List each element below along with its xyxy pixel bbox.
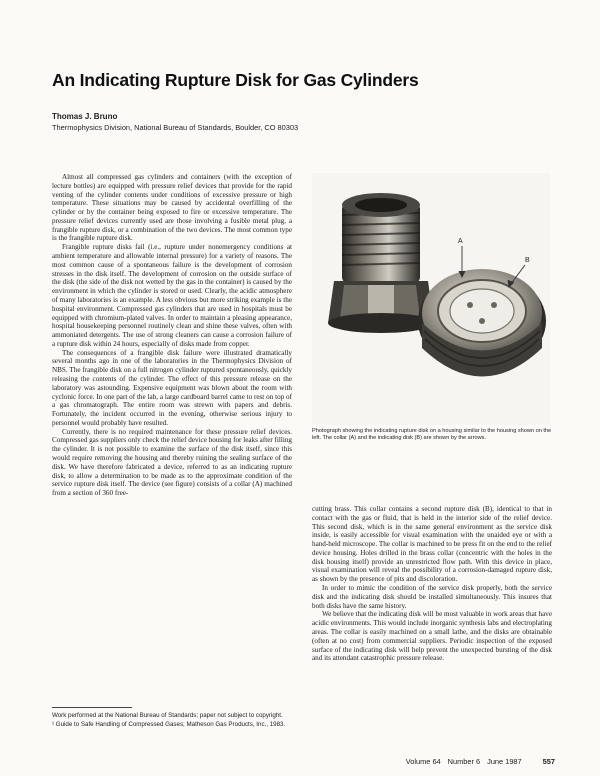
paragraph: Frangible rupture disks fail (i.e., rupture under nonemergency conditions at ambient temperature and allowable internal pressure) for a variety of reasons. The most common cause of a spontaneous failure is the development of corrosion stresses in the disk itself. The development of corrosion on the outside surface of the disk (the side of the disk not wetted by the gas in the container) is caused by the environment in which the cylinder is stored or used. Clearly, the acidic atmosphere of many laboratories is an example. A less obvious but more striking example is the hospital environment. Compressed gas cylinders that are used in hospitals must be equipped with chromium-plated valves. In order to maintain a pleasing appearance, hospital housekeeping personnel routinely clean and shine these valves, often with ammoniated detergents. The use of strong cleaners can cause a corrosion failure of a rupture disk within 24 hours, especially of disks made from copper.	[52, 243, 292, 348]
footnote: Work performed at the National Bureau of Standards; paper not subject to copyright.	[52, 712, 283, 719]
right-housing-with-collar	[418, 269, 546, 377]
paragraph: Almost all compressed gas cylinders and containers (with the exception of lecture bottles) are equipped with pressure relief devices that provide for the rapid venting of the cylinder contents under conditions of excessive pressure or high temperature. These situations may be caused by accidental overfilling of the cylinder or by the container being exposed to fire or excessive temperature. The pressure relief devices currently used are those involving a fusible metal plug, a frangible rupture disk, or a combination of the two devices. The most common type is the frangible rupture disk.	[52, 173, 292, 243]
footer-number: Number 6	[447, 757, 481, 766]
author-name: Thomas J. Bruno	[52, 112, 118, 121]
paragraph: In order to mimic the condition of the service disk properly, both the service disk and the indicating disk should be installed simultaneously. This insures that both disks have the same history.	[312, 584, 552, 610]
figure-photograph	[312, 173, 550, 425]
paragraph: We believe that the indicating disk will be most valuable in work areas that have acidic environments. This would include inorganic synthesis labs and electroplating areas. The collar is easily machined on a small lathe, and the disks are obtainable (often at no cost) from commercial suppliers. Periodic inspection of the exposed surface of the indicating disk will help prevent the unexpected bursting of the disk and its attendant catastrophic pressure release.	[312, 610, 552, 663]
figure-label-b: B	[525, 257, 530, 264]
footer-date: June 1987	[487, 757, 522, 766]
article-title: An Indicating Rupture Disk for Gas Cylinders	[52, 70, 419, 90]
paragraph: cutting brass. This collar contains a second rupture disk (B), identical to that in contact with the gas or fluid, that is held in the interior side of the relief device. This second disk, which is in the same general environment as the service disk inside, is easily accessible for visual examination with the unaided eye or with a hand-held microscope. The collar is machined to be press fit on the end to the relief device housing. Holes drilled in the brass collar (concentric with the holes in the disk housing itself) provide an unrestricted flow path. With this device in place, visual examination will reveal the possibility of a corrosion-damaged rupture disk, as shown by the presence of pits and discoloration.	[312, 505, 552, 584]
paragraph: The consequences of a frangible disk failure were illustrated dramatically several months ago in one of the laboratories in the Thermophysics Division of NBS. The frangible disk on a full nitrogen cylinder ruptured spontaneously, quickly releasing the contents of the cylinder. The effect of this pressure release on the laboratory was astounding. Expensive equipment was blown about the room with cyclonic force. In one part of the lab, a large cardboard barrel came to rest on top of a gas chromatograph. The entire room was strewn with papers and debris. Fortunately, the incident occurred in the evening, otherwise serious injury to personnel would probably have resulted.	[52, 348, 292, 427]
paragraph: Currently, there is no required maintenance for these pressure relief devices. Compressed gas suppliers only check the relief device housing for leaks after filling the cylinder. It is not possible to examine the surface of the disk itself, since this would require removing the housing and thereby ruining the sealing surface of the disk. We have therefore fabricated a device, referred to as an indicating rupture disk, to allow a determination to be made as to the approximate condition of the service rupture disk itself. The device (see figure) consists of a collar (A) machined from a section of 360 free-	[52, 427, 292, 498]
footnote-rule	[52, 707, 132, 708]
figure-caption: Photograph showing the indicating rupture disk on a housing similar to the housing shown on the left. The collar (A) and the indicating disk (B) are shown by the arrows.	[312, 428, 552, 441]
figure-label-a: A	[458, 238, 463, 245]
left-housing	[328, 193, 434, 333]
page-number: 557	[542, 757, 555, 766]
journal-footer	[380, 757, 555, 766]
author-affiliation: Thermophysics Division, National Bureau of Standards, Boulder, CO 80303	[52, 123, 299, 132]
footnote: ¹ Guide to Safe Handling of Compressed Gases; Matheson Gas Products, Inc., 1983.	[52, 721, 286, 729]
footnotes	[52, 712, 292, 731]
body-column-left	[52, 173, 292, 498]
rupture-disk-photo	[312, 173, 550, 425]
body-column-right	[312, 505, 552, 663]
footer-volume: Volume 64	[405, 757, 441, 766]
